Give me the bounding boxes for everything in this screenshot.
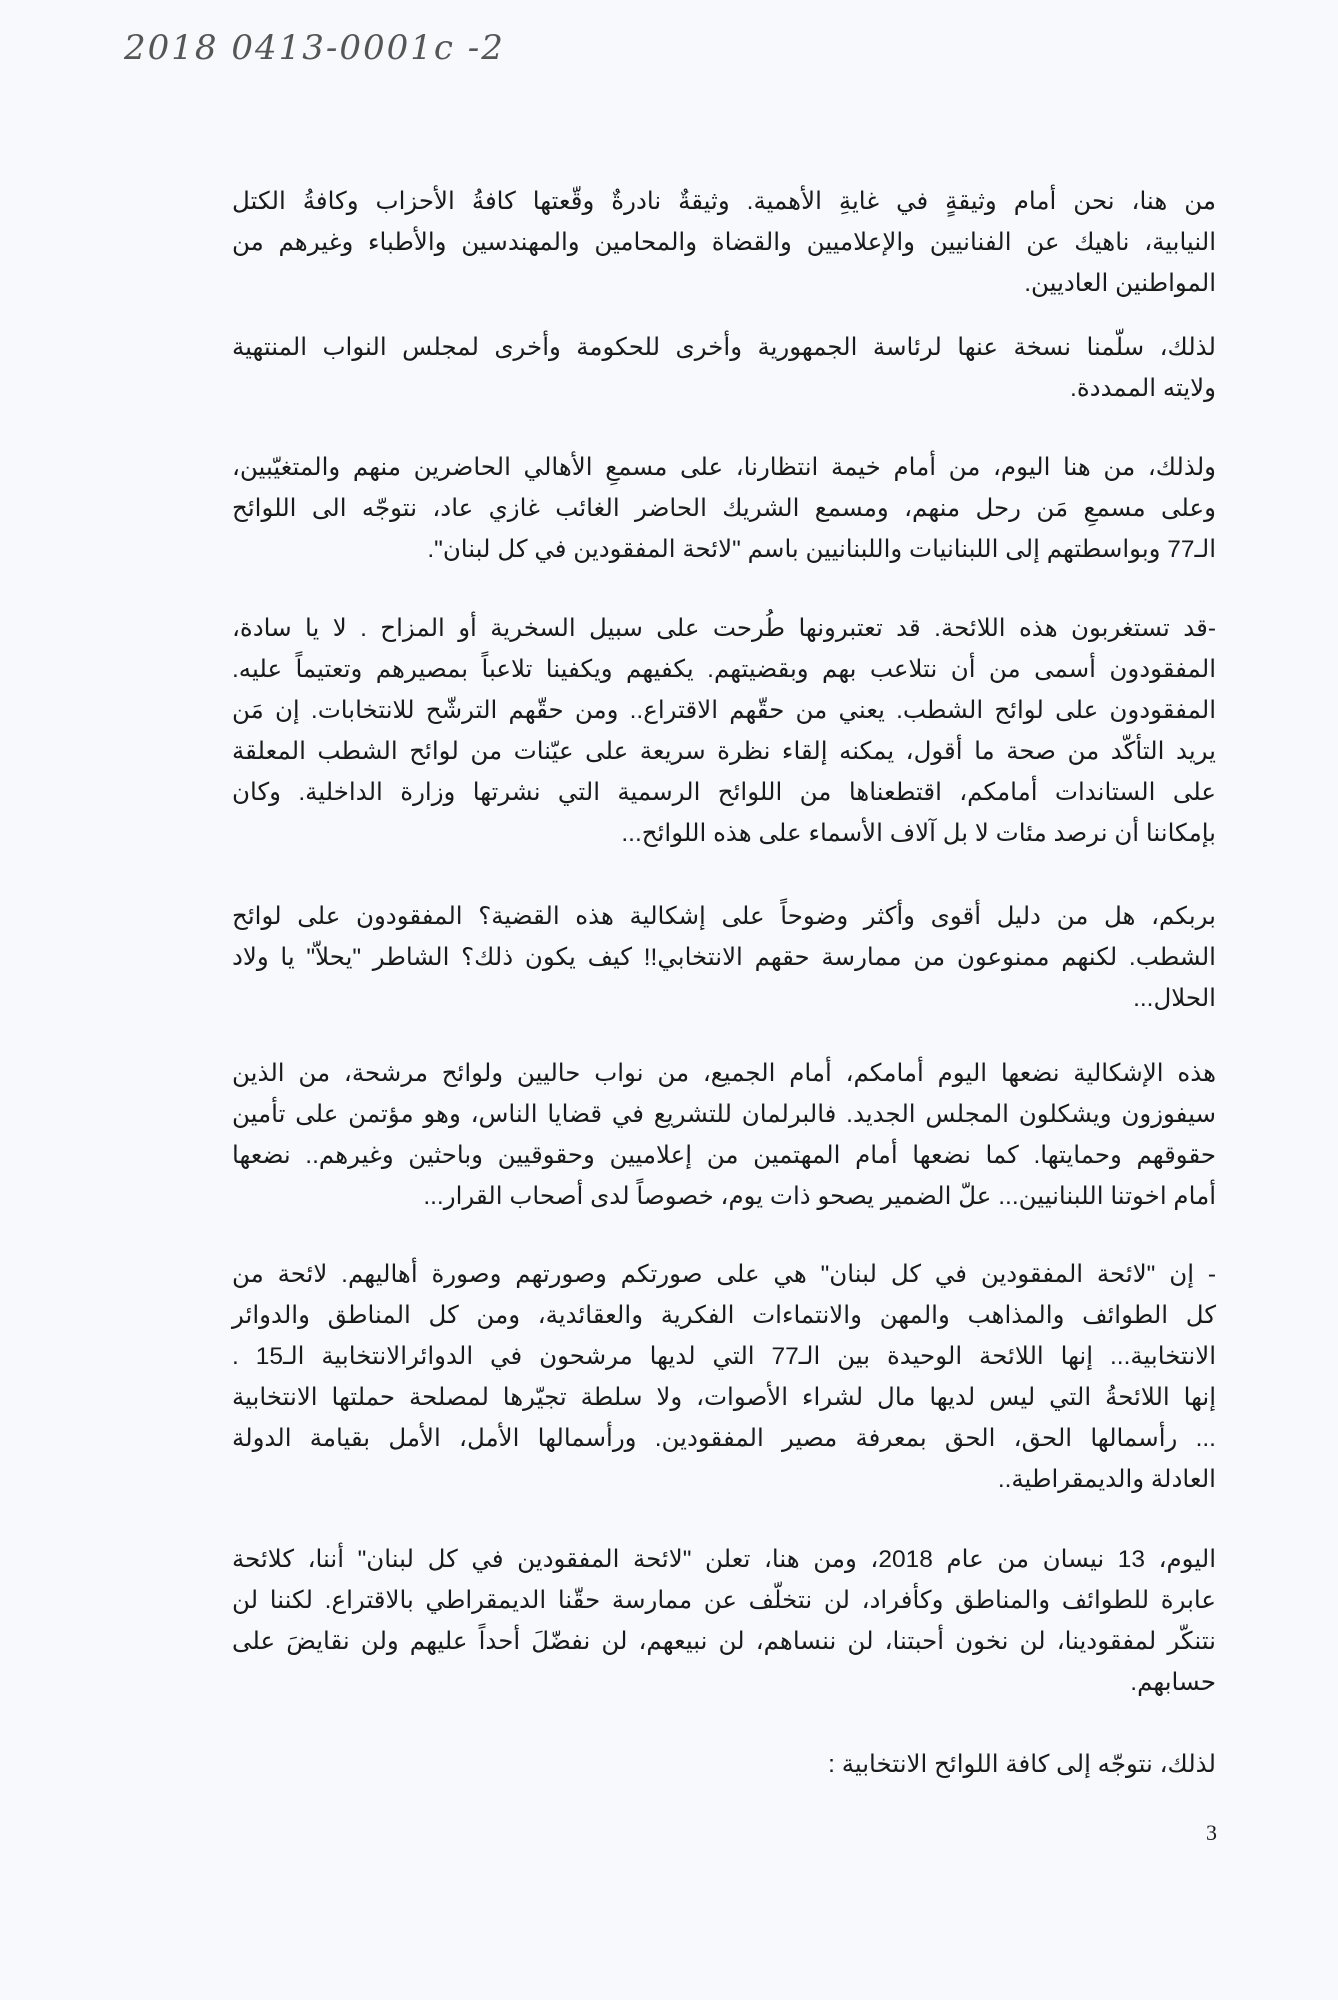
paragraph	[232, 181, 1216, 304]
text-line: الحلال...	[1133, 985, 1216, 1012]
text-line: المفقودون أسمى من أن نتلاعب بهم وبقضيتهم. يكفيهم ويكفينا تلاعباً بمصيرهم وتعتيماً عليه.	[232, 656, 1216, 683]
text-line: نتنكّر لمفقودينا، لن نخون أحبتنا، لن ننساهم، لن نبيعهم، لن نفضّلَ أحداً عليهم ولن نقايضَ على	[232, 1628, 1216, 1655]
text-line: وعلى مسمعِ مَن رحل منهم، ومسمع الشريك الحاضر الغائب غازي عاد، نتوجّه الى اللوائح	[232, 495, 1216, 522]
text-line: العادلة والديمقراطية..	[997, 1466, 1216, 1493]
paragraph	[232, 1053, 1216, 1217]
text-line: ... رأسمالها الحق، الحق بمعرفة مصير المفقودين. ورأسمالها الأمل، الأمل بقيامة الدولة	[232, 1425, 1216, 1452]
text-line: اليوم، 13 نيسان من عام 2018، ومن هنا، تعلن "لائحة المفقودين في كل لبنان" أننا، كلائحة	[232, 1546, 1216, 1573]
text-line: كل الطوائف والمذاهب والمهن والانتماءات الفكرية والعقائدية، ومن كل المناطق والدوائر	[232, 1302, 1216, 1329]
text-line: الشطب. لكنهم ممنوعون من ممارسة حقهم الانتخابي!! كيف يكون ذلك؟ الشاطر "يحلاّ" يا ولاد	[232, 944, 1216, 971]
text-line: سيفوزون ويشكلون المجلس الجديد. فالبرلمان للتشريع في قضايا الناس، وهو مؤتمن على تأمين	[232, 1101, 1216, 1128]
text-line: على الستاندات أمامكم، اقتطعناها من اللوائح الرسمية التي نشرتها وزارة الداخلية. وكان	[232, 779, 1216, 806]
text-line: -قد تستغربون هذه اللائحة. قد تعتبرونها طُرحت على سبيل السخرية أو المزاح . لا يا سادة،	[232, 615, 1216, 642]
paragraph	[232, 608, 1216, 854]
text-line: عابرة للطوائف والمناطق وكأفراد، لن نتخلّف عن ممارسة حقّنا الديمقراطي بالاقتراع. لكننا لن	[232, 1587, 1216, 1614]
text-line: بربكم، هل من دليل أقوى وأكثر وضوحاً على إشكالية هذه القضية؟ المفقودون على لوائح	[232, 903, 1216, 930]
text-line: الانتخابية... إنها اللائحة الوحيدة بين الـ77 التي لديها مرشحون في الدوائرالانتخابية الـ15 .	[232, 1343, 1216, 1370]
paragraph	[232, 1744, 1216, 1785]
text-line: المواطنين العاديين.	[1024, 270, 1216, 297]
text-line: المفقودون على لوائح الشطب. يعني من حقّهم الاقتراع.. ومن حقّهم الترشّح للانتخابات. إن مَن	[232, 697, 1216, 724]
text-line: من هنا، نحن أمام وثيقةٍ في غايةِ الأهمية. وثيقةٌ نادرةٌ وقّعتها كافةُ الأحزاب وكافةُ الكتل	[232, 188, 1216, 215]
text-line: أمام اخوتنا اللبنانيين... علّ الضمير يصحو ذات يوم، خصوصاً لدى أصحاب القرار...	[423, 1183, 1216, 1210]
text-line: ولذلك، من هنا اليوم، من أمام خيمة انتظارنا، على مسمعِ الأهالي الحاضرين منهم والمتغيّبين،	[232, 454, 1216, 481]
paragraph	[232, 1254, 1216, 1500]
paragraph	[232, 327, 1216, 409]
text-line: يريد التأكّد من صحة ما أقول، يمكنه إلقاء نظرة سريعة على عيّنات من لوائح الشطب المعلقة	[232, 738, 1216, 765]
paragraph	[232, 447, 1216, 570]
text-line: هذه الإشكالية نضعها اليوم أمامكم، أمام الجميع، من نواب حاليين ولوائح مرشحة، من الذين	[232, 1060, 1216, 1087]
text-line: لذلك، سلّمنا نسخة عنها لرئاسة الجمهورية وأخرى للحكومة وأخرى لمجلس النواب المنتهية	[232, 334, 1216, 361]
text-line: النيابية، ناهيك عن الفنانيين والإعلاميين والقضاة والمحامين والمهندسين والأطباء وغيرهم من	[232, 229, 1216, 256]
text-line: حسابهم.	[1130, 1669, 1216, 1696]
handwritten-reference-number: 2018 0413-0001c -2	[124, 28, 505, 68]
text-line: الـ77 وبواسطتهم إلى اللبنانيات واللبنانيين باسم "لائحة المفقودين في كل لبنان".	[427, 536, 1216, 563]
text-line: بإمكاننا أن نرصد مئات لا بل آلاف الأسماء على هذه اللوائح...	[621, 820, 1216, 847]
text-line: إنها اللائحةُ التي ليس لديها مال لشراء الأصوات، ولا سلطة تجيّرها لمصلحة حملتها الانتخابية	[232, 1384, 1216, 1411]
text-line: ولايته الممددة.	[1070, 375, 1216, 402]
page-number: 3	[1206, 1820, 1217, 1845]
paragraph	[232, 896, 1216, 1019]
paragraph	[232, 1539, 1216, 1703]
text-line: حقوقهم وحمايتها. كما نضعها أمام المهتمين من إعلاميين وحقوقيين وباحثين وغيرهم.. نضعها	[232, 1142, 1216, 1169]
text-line: - إن "لائحة المفقودين في كل لبنان" هي على صورتكم وصورتهم وصورة أهاليهم. لائحة من	[232, 1261, 1216, 1288]
text-line: لذلك، نتوجّه إلى كافة اللوائح الانتخابية :	[828, 1751, 1216, 1778]
